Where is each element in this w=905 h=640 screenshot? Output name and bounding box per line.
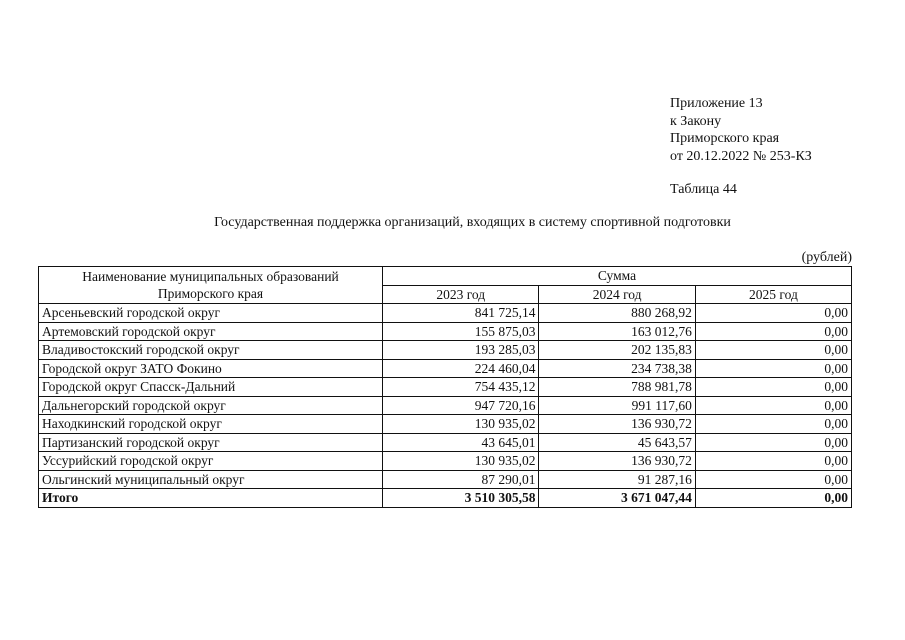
cell-2025: 0,00 — [695, 341, 851, 360]
header-name-line: Приморского края — [157, 286, 264, 301]
header-name-line: Наименование муниципальных образований — [82, 268, 339, 284]
cell-2024: 991 117,60 — [539, 396, 695, 415]
document-title: Государственная поддержка организаций, входящих в систему спортивной подготовки — [214, 215, 731, 230]
table-row — [39, 433, 852, 452]
cell-2025: 0,00 — [695, 359, 851, 378]
total-label: Итого — [39, 489, 383, 508]
appendix-line: к Закону — [670, 113, 722, 129]
cell-2025: 0,00 — [695, 470, 851, 489]
cell-name: Находкинский городской округ — [39, 415, 383, 434]
cell-2023: 130 935,02 — [383, 415, 539, 434]
cell-name: Дальнегорский городской округ — [39, 396, 383, 415]
cell-2023: 224 460,04 — [383, 359, 539, 378]
cell-name: Городской округ ЗАТО Фокино — [39, 359, 383, 378]
cell-2023: 43 645,01 — [383, 433, 539, 452]
table-row — [39, 341, 852, 360]
cell-2024: 234 738,38 — [539, 359, 695, 378]
table-row — [39, 322, 852, 341]
cell-2023: 130 935,02 — [383, 452, 539, 471]
table-label: Таблица 44 — [670, 182, 737, 197]
cell-2025: 0,00 — [695, 396, 851, 415]
table-row — [39, 396, 852, 415]
appendix-line: Приложение 13 — [670, 96, 763, 111]
header-row — [39, 267, 852, 286]
cell-2023: 947 720,16 — [383, 396, 539, 415]
units-label: (рублей) — [801, 250, 852, 265]
cell-2025: 0,00 — [695, 322, 851, 341]
cell-2023: 841 725,14 — [383, 304, 539, 323]
total-row — [39, 489, 852, 508]
cell-2025: 0,00 — [695, 433, 851, 452]
cell-2024: 136 930,72 — [539, 452, 695, 471]
cell-2023: 87 290,01 — [383, 470, 539, 489]
appendix-line: от 20.12.2022 № 253-КЗ — [670, 148, 812, 164]
table-row — [39, 359, 852, 378]
table-row — [39, 378, 852, 397]
cell-2025: 0,00 — [695, 452, 851, 471]
cell-2025: 0,00 — [695, 304, 851, 323]
table-row — [39, 470, 852, 489]
header-sum: Сумма — [383, 267, 852, 286]
header-year-2025: 2025 год — [695, 285, 851, 304]
total-2024: 3 671 047,44 — [539, 489, 695, 508]
cell-2023: 193 285,03 — [383, 341, 539, 360]
table-row — [39, 452, 852, 471]
cell-2023: 155 875,03 — [383, 322, 539, 341]
cell-name: Артемовский городской округ — [39, 322, 383, 341]
cell-2024: 163 012,76 — [539, 322, 695, 341]
appendix-line: Приморского края — [670, 131, 780, 146]
total-2025: 0,00 — [695, 489, 851, 508]
cell-2024: 91 287,16 — [539, 470, 695, 489]
cell-name: Партизанский городской округ — [39, 433, 383, 452]
appendix-block — [670, 95, 812, 165]
cell-name: Городской округ Спасск-Дальний — [39, 378, 383, 397]
cell-name: Уссурийский городской округ — [39, 452, 383, 471]
cell-2023: 754 435,12 — [383, 378, 539, 397]
header-name — [39, 267, 383, 304]
cell-2024: 202 135,83 — [539, 341, 695, 360]
cell-name: Ольгинский муниципальный округ — [39, 470, 383, 489]
cell-name: Владивостокский городской округ — [39, 341, 383, 360]
table-row — [39, 415, 852, 434]
cell-2024: 45 643,57 — [539, 433, 695, 452]
cell-2024: 788 981,78 — [539, 378, 695, 397]
cell-2024: 880 268,92 — [539, 304, 695, 323]
budget-table — [38, 266, 852, 508]
header-year-2023: 2023 год — [383, 285, 539, 304]
table-row — [39, 304, 852, 323]
total-2023: 3 510 305,58 — [383, 489, 539, 508]
cell-2024: 136 930,72 — [539, 415, 695, 434]
header-year-2024: 2024 год — [539, 285, 695, 304]
cell-2025: 0,00 — [695, 378, 851, 397]
cell-name: Арсеньевский городской округ — [39, 304, 383, 323]
cell-2025: 0,00 — [695, 415, 851, 434]
